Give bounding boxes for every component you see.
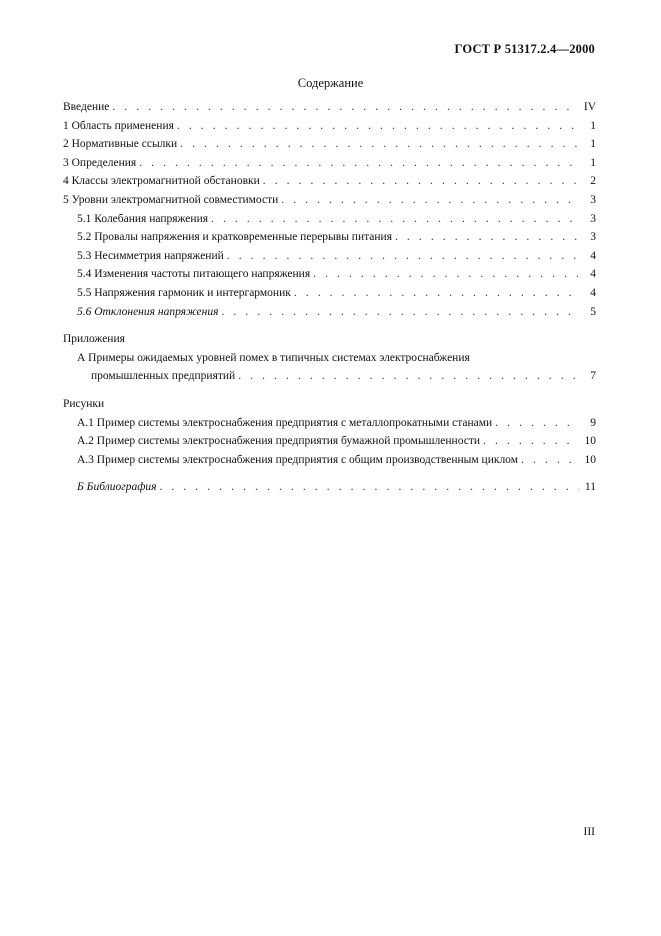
toc-entry-label: 5.4 Изменения частоты питающего напряжения	[77, 268, 311, 281]
toc-entry-5-5[interactable]	[63, 284, 596, 303]
leader-dots	[281, 191, 579, 210]
toc-entry-2[interactable]	[63, 135, 596, 154]
leader-dots	[263, 172, 579, 191]
toc-entry-5[interactable]	[63, 191, 596, 210]
toc-title: Содержание	[297, 76, 364, 90]
toc-entry-page: 10	[584, 435, 596, 448]
leader-dots	[177, 117, 579, 136]
leader-dots	[139, 154, 579, 173]
figure-entry-a3[interactable]	[63, 451, 596, 470]
leader-dots	[221, 303, 579, 322]
toc-entry-label: Введение	[63, 101, 110, 113]
leader-dots	[112, 98, 579, 117]
toc-entry-page: 3	[590, 193, 596, 206]
toc-entry-label: А.2 Пример системы электроснабжения предприятия бумажной промышленности	[77, 435, 481, 448]
leader-dots	[294, 284, 579, 303]
toc-entry-page: 11	[584, 481, 596, 494]
toc-entry-page: 4	[590, 268, 596, 281]
toc-entry-label: 5.5 Напряжения гармоник и интергармоник	[77, 286, 291, 299]
toc-entry-label: А.3 Пример системы электроснабжения предприятия с общим производственным циклом	[77, 453, 518, 466]
toc-entry-4[interactable]	[63, 172, 596, 191]
toc-entry-page: 5	[590, 305, 596, 318]
toc-entry-5-4[interactable]	[63, 265, 596, 284]
toc-entry-page: 1	[590, 119, 596, 132]
toc-entry-5-6[interactable]	[63, 303, 596, 322]
leader-dots	[521, 451, 579, 470]
table-of-contents	[63, 98, 596, 497]
figures-heading: Рисунки	[63, 397, 105, 410]
leader-dots	[238, 367, 579, 386]
toc-entry-label: промышленных предприятий	[91, 370, 236, 383]
leader-dots	[395, 228, 579, 247]
toc-entry-label: 1 Область применения	[63, 119, 174, 132]
toc-entry-3[interactable]	[63, 154, 596, 173]
toc-entry-page: 2	[590, 175, 596, 188]
leader-dots	[180, 135, 579, 154]
toc-entry-label: 5.1 Колебания напряжения	[77, 212, 209, 225]
toc-entry-label: 4 Классы электромагнитной обстановки	[63, 175, 260, 188]
toc-entry-introduction[interactable]	[63, 98, 596, 117]
toc-entry-label: 5.2 Провалы напряжения и кратковременные перерывы питания	[77, 231, 392, 244]
document-code: ГОСТ Р 51317.2.4—2000	[454, 42, 595, 56]
toc-entry-5-2[interactable]	[63, 228, 596, 247]
figure-entry-a1[interactable]	[63, 414, 596, 433]
leader-dots	[227, 247, 579, 266]
toc-entry-bibliography[interactable]	[63, 478, 596, 497]
appendix-a-entry[interactable]	[63, 367, 596, 386]
toc-entry-label: 5 Уровни электромагнитной совместимости	[63, 193, 279, 206]
appendices-heading: Приложения	[63, 333, 125, 346]
toc-entry-page: 1	[590, 138, 596, 151]
toc-entry-page: 10	[584, 453, 596, 466]
leader-dots	[483, 432, 579, 451]
toc-entry-page: 9	[590, 416, 596, 429]
leader-dots	[313, 265, 579, 284]
figure-entry-a2[interactable]	[63, 432, 596, 451]
toc-entry-page: 4	[590, 286, 596, 299]
toc-entry-page: 3	[590, 231, 596, 244]
toc-entry-label: 2 Нормативные ссылки	[63, 138, 178, 151]
leader-dots	[159, 478, 579, 497]
toc-entry-label: 5.6 Отклонения напряжения	[77, 305, 219, 318]
toc-entry-label: Б Библиография	[77, 481, 157, 494]
page-number: III	[583, 826, 595, 838]
toc-entry-label: 5.3 Несимметрия напряжений	[77, 249, 224, 262]
toc-entry-label: А.1 Пример системы электроснабжения предприятия с металлопрокатными станами	[77, 416, 493, 429]
toc-entry-page: 1	[590, 156, 596, 169]
toc-entry-page: 4	[590, 249, 596, 262]
toc-entry-5-1[interactable]	[63, 210, 596, 229]
appendix-a-title[interactable]: А Примеры ожидаемых уровней помех в типичных системах электроснабжения	[77, 351, 470, 364]
leader-dots	[211, 210, 579, 229]
toc-entry-label: 3 Определения	[63, 156, 137, 169]
toc-entry-5-3[interactable]	[63, 247, 596, 266]
toc-entry-1[interactable]	[63, 117, 596, 136]
toc-entry-page: IV	[583, 101, 596, 113]
toc-entry-page: 3	[590, 212, 596, 225]
toc-entry-page: 7	[590, 370, 596, 383]
leader-dots	[495, 414, 579, 433]
